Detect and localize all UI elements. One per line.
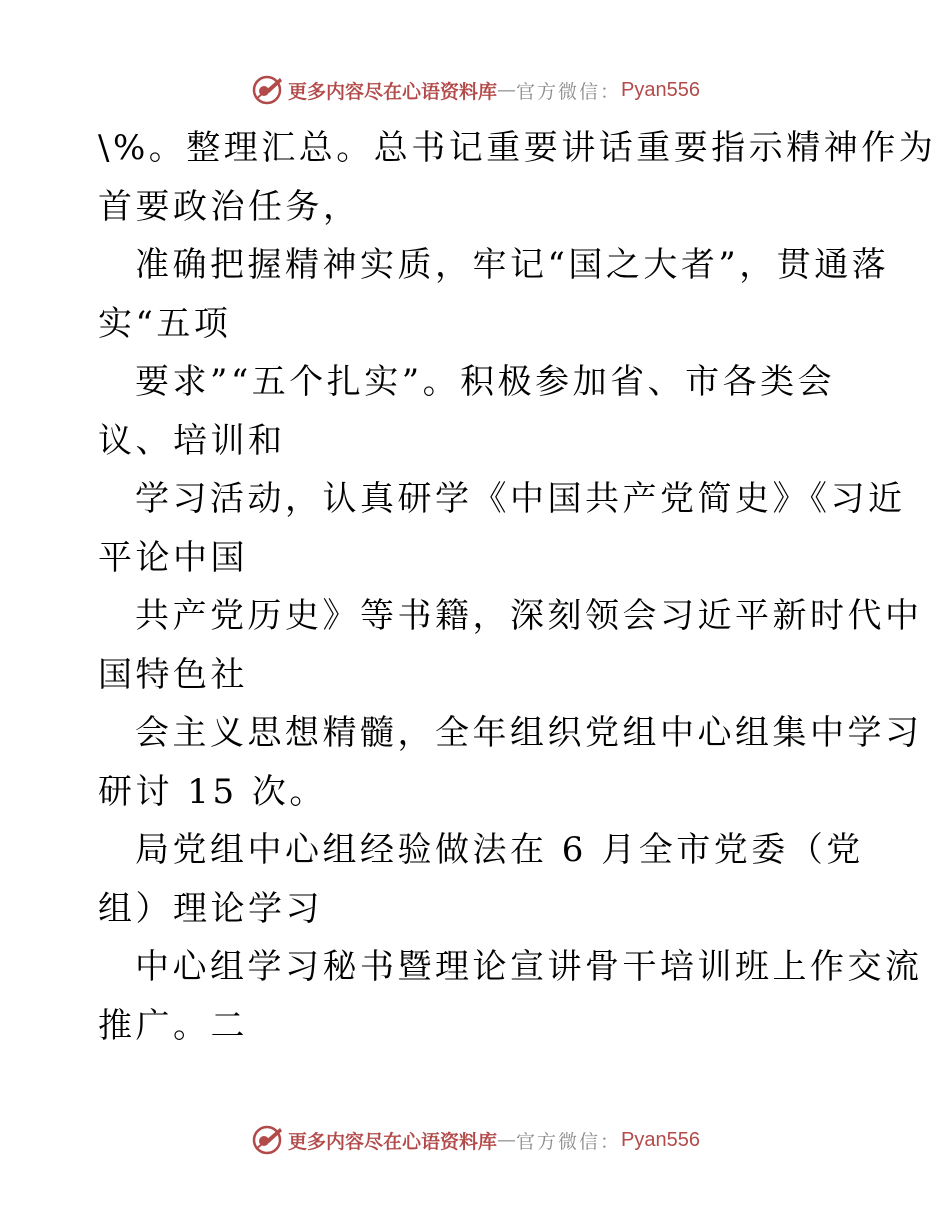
body-line: 组）理论学习 bbox=[98, 888, 323, 929]
body-line: 学习活动，认真研学《中国共产党简史》《习近 bbox=[135, 479, 906, 519]
body-line: 中心组学习秘书暨理论宣讲骨干培训班上作交流 bbox=[135, 947, 923, 987]
body-line: 议、培训和 bbox=[98, 420, 286, 461]
watermark-brand-text: 更多内容尽在心语资料库 bbox=[288, 1130, 498, 1153]
body-line: 会主义思想精髓，全年组织党组中心组集中学习 bbox=[135, 713, 923, 753]
header-watermark bbox=[0, 70, 950, 110]
body-line: 平论中国 bbox=[98, 537, 248, 578]
body-line: 局党组中心组经验做法在 6 月全市党委（党 bbox=[135, 830, 864, 870]
watermark-official-label: 官方微信： bbox=[516, 1130, 622, 1153]
body-line: 推广。二 bbox=[98, 1005, 248, 1046]
body-line: 要求”“五个扎实”。积极参加省、市各类会 bbox=[135, 362, 836, 402]
watermark-dash: — bbox=[497, 1129, 517, 1151]
body-line: \%。整理汇总。总书记重要讲话重要指示精神作为 bbox=[98, 128, 937, 168]
pen-logo-icon bbox=[250, 1123, 284, 1157]
body-line: 国特色社 bbox=[98, 654, 248, 695]
body-line: 共产党历史》等书籍，深刻领会习近平新时代中 bbox=[135, 596, 923, 636]
watermark-brand-text: 更多内容尽在心语资料库 bbox=[288, 80, 498, 103]
document-body bbox=[98, 119, 937, 1055]
watermark-official-label: 官方微信： bbox=[516, 80, 622, 103]
watermark-wechat-id: Pyan556 bbox=[621, 1128, 700, 1151]
body-line: 首要政治任务， bbox=[98, 186, 361, 227]
watermark-wechat-id: Pyan556 bbox=[621, 78, 700, 101]
watermark-dash: — bbox=[497, 79, 517, 101]
body-line: 实“五项 bbox=[98, 303, 232, 344]
pen-logo-icon bbox=[250, 73, 284, 107]
body-line: 研讨 15 次。 bbox=[98, 771, 327, 812]
footer-watermark bbox=[0, 1120, 950, 1160]
body-line: 准确把握精神实质，牢记“国之大者”，贯通落 bbox=[135, 245, 890, 285]
